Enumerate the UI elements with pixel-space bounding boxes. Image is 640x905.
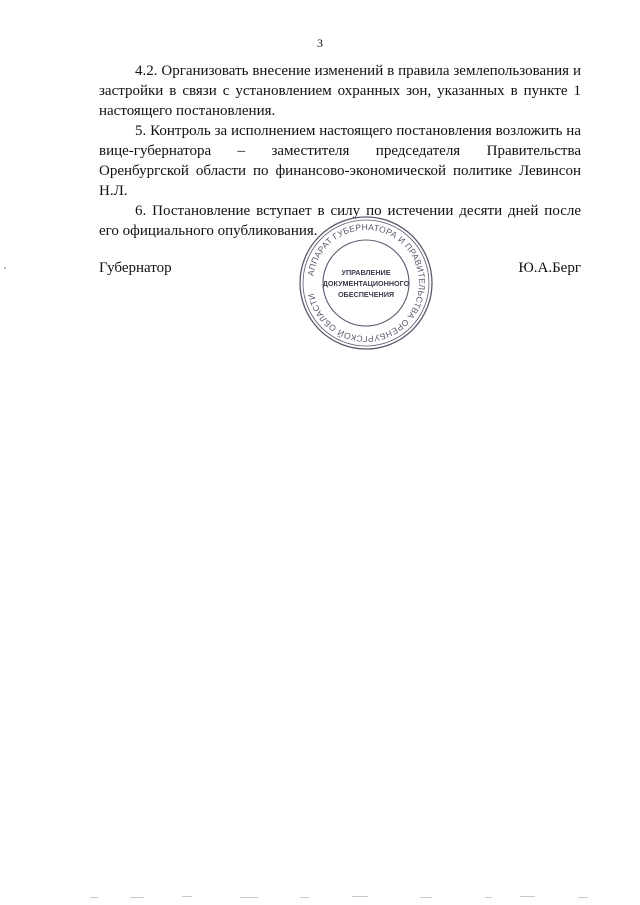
stamp-ring-text: АППАРАТ ГУБЕРНАТОРА И ПРАВИТЕЛЬСТВА ОРЕНБУРГСКОЙ ОБЛАСТИ [305, 221, 428, 345]
stamp-center-line-2: ДОКУМЕНТАЦИОННОГО [322, 279, 410, 288]
official-stamp [296, 213, 436, 353]
stamp-center-line-3: ОБЕСПЕЧЕНИЯ [337, 290, 395, 299]
page-number: 3 [317, 36, 323, 50]
stamp-center-line-1: УПРАВЛЕНИЕ [341, 268, 391, 277]
paragraph-4-2: 4.2. Организовать внесение изменений в правила землепользования и застройки в связи с установлением охранных зон, указанных в пункте 1 настоящего постановления. [99, 63, 581, 119]
scan-footer-noise [90, 896, 620, 899]
scan-margin-mark [4, 267, 6, 269]
paragraph-5: 5. Контроль за исполнением настоящего постановления возложить на вице-губернатора – заместителя председателя Правительства Оренбургской области по финансово-экономической политике Левинсон Н.Л. [99, 123, 581, 199]
paragraph-6: 6. Постановление вступает в силу по истечении десяти дней после его официального опубликования. [99, 203, 581, 239]
signatory-position: Губернатор [99, 260, 172, 276]
signatory-name: Ю.А.Берг [518, 260, 581, 276]
